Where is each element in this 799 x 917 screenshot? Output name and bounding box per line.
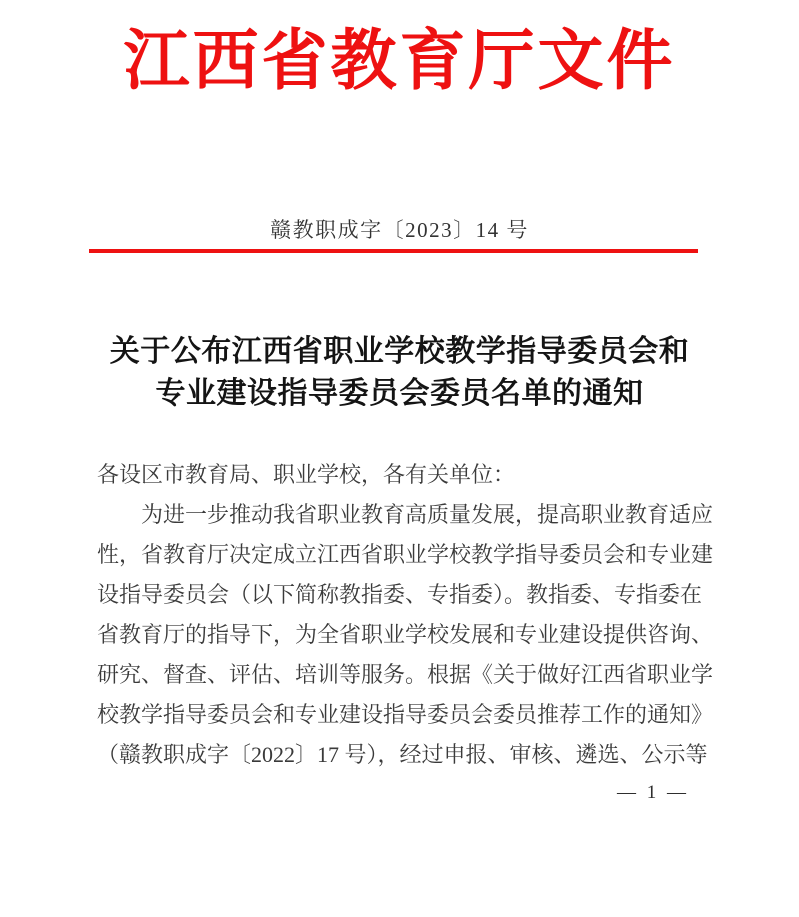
body-line: 设指导委员会（以下简称教指委、专指委）。教指委、专指委在 bbox=[97, 582, 703, 607]
body-line-salutation: 各设区市教育局、职业学校，各有关单位： bbox=[97, 462, 516, 487]
document-title bbox=[0, 331, 799, 415]
body-line: 为进一步推动我省职业教育高质量发展，提高职业教育适应 bbox=[97, 502, 714, 527]
document-title-line-2: 专业建设指导委员会委员名单的通知 bbox=[155, 377, 644, 410]
document-title-line-1: 关于公布江西省职业学校教学指导委员会和 bbox=[109, 335, 690, 368]
body-line: （赣教职成字〔2022〕17 号），经过申报、审核、遴选、公示等 bbox=[97, 742, 708, 767]
page-number: — 1 — bbox=[617, 782, 689, 803]
body-line: 性，省教育厅决定成立江西省职业学校教学指导委员会和专业建 bbox=[97, 542, 714, 567]
masthead-title: 江西省教育厅文件 bbox=[123, 25, 676, 98]
body-line: 研究、督查、评估、培训等服务。根据《关于做好江西省职业学 bbox=[97, 662, 714, 687]
body-line: 校教学指导委员会和专业建设指导委员会委员推荐工作的通知》 bbox=[97, 702, 714, 727]
red-divider-rule bbox=[89, 249, 698, 253]
body-line: 省教育厅的指导下，为全省职业学校发展和专业建设提供咨询、 bbox=[97, 622, 714, 647]
document-body bbox=[97, 455, 722, 775]
document-reference-number: 赣教职成字〔2023〕14 号 bbox=[270, 218, 529, 242]
